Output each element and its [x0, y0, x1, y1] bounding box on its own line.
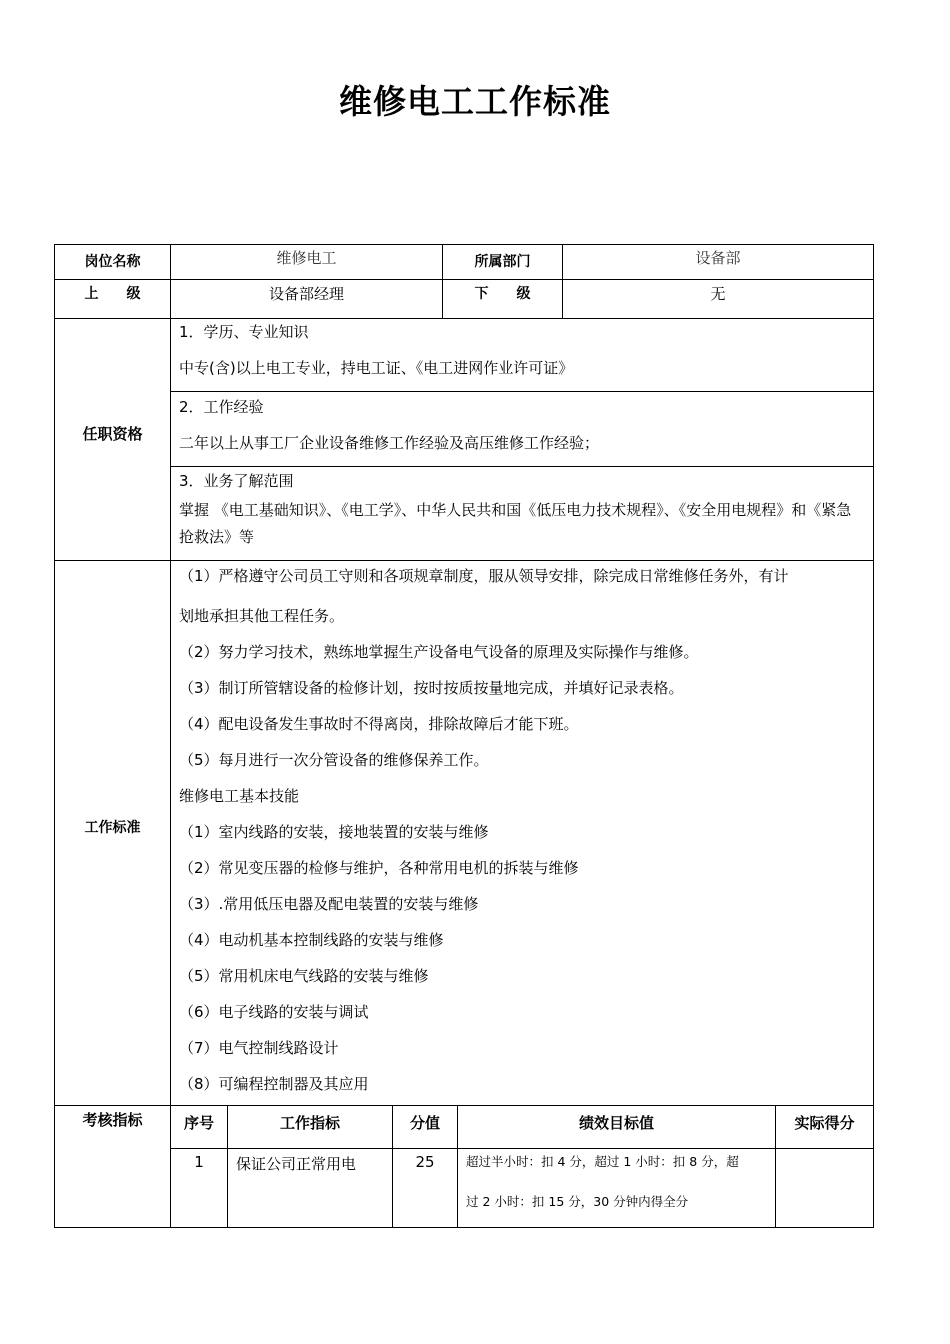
standard-item: （3）制订所管辖设备的检修计划，按时按质按量地完成，并填好记录表格。: [179, 679, 684, 697]
subordinate-value: 无: [710, 285, 726, 303]
superior-value: 设备部经理: [268, 285, 344, 303]
skill-item: （2）常见变压器的检修与维护，各种常用电机的拆装与维修: [179, 859, 579, 877]
qualification-heading: 1．学历、专业知识: [179, 323, 309, 341]
skills-heading: 维修电工基本技能: [179, 787, 300, 805]
standard-item: （5）每月进行一次分管设备的维修保养工作。: [179, 751, 489, 769]
skill-item: （5）常用机床电气线路的安装与维修: [179, 967, 429, 985]
qualifications-label: 任职资格: [82, 425, 143, 443]
row-target-line: 超过半小时：扣 4 分，超过 1 小时：扣 8 分，超: [466, 1154, 739, 1169]
qualification-body: 中专(含)以上电工专业，持电工证、《电工进网作业许可证》: [179, 359, 574, 377]
column-header-score: 分值: [409, 1113, 440, 1132]
column-header-indicator: 工作指标: [279, 1113, 340, 1132]
qualification-heading: 2．工作经验: [179, 398, 264, 416]
subordinate-label: 下 级: [474, 285, 531, 302]
skill-item: （4）电动机基本控制线路的安装与维修: [179, 931, 444, 949]
work-standard-label: 工作标准: [84, 820, 141, 837]
department-value: 设备部: [695, 249, 741, 267]
post-name-value: 维修电工: [276, 249, 337, 267]
post-name-label: 岗位名称: [84, 253, 141, 270]
standard-item: （1）严格遵守公司员工守则和各项规章制度，服从领导安排，除完成日常维修任务外，有计: [179, 567, 789, 585]
row-score: 25: [415, 1153, 435, 1171]
qualification-heading: 3．业务了解范围: [179, 472, 294, 490]
department-label: 所属部门: [474, 253, 531, 270]
qualification-body: 掌握 《电工基础知识》、《电工学》、中华人民共和国《低压电力技术规程》、《安全用电规程》和《紧急抢救法》等: [179, 501, 852, 546]
assessment-label: 考核指标: [82, 1111, 143, 1129]
superior-label: 上 级: [84, 285, 141, 302]
page-title: 维修电工工作标准: [339, 82, 611, 121]
skill-item: （7）电气控制线路设计: [179, 1039, 339, 1057]
row-target-line: 过 2 小时：扣 15 分，30 分钟内得全分: [466, 1194, 689, 1209]
skill-item: （8）可编程控制器及其应用: [179, 1075, 369, 1093]
qualification-body: 二年以上从事工厂企业设备维修工作经验及高压维修工作经验；: [179, 434, 600, 452]
row-number: 1: [194, 1153, 204, 1171]
row-actual-score: [776, 1149, 873, 1175]
column-header-number: 序号: [183, 1113, 214, 1132]
skill-item: （6）电子线路的安装与调试: [179, 1003, 369, 1021]
column-header-actual: 实际得分: [794, 1113, 855, 1132]
skill-item: （1）室内线路的安装，接地装置的安装与维修: [179, 823, 489, 841]
standard-item: （4）配电设备发生事故时不得离岗，排除故障后才能下班。: [179, 715, 579, 733]
standard-item-continued: 划地承担其他工程任务。: [179, 607, 345, 625]
column-header-target: 绩效目标值: [578, 1113, 654, 1132]
standard-item: （2）努力学习技术，熟练地掌握生产设备电气设备的原理及实际操作与维修。: [179, 643, 699, 661]
row-indicator: 保证公司正常用电: [236, 1155, 357, 1173]
skill-item: （3）.常用低压电器及配电装置的安装与维修: [179, 895, 479, 913]
